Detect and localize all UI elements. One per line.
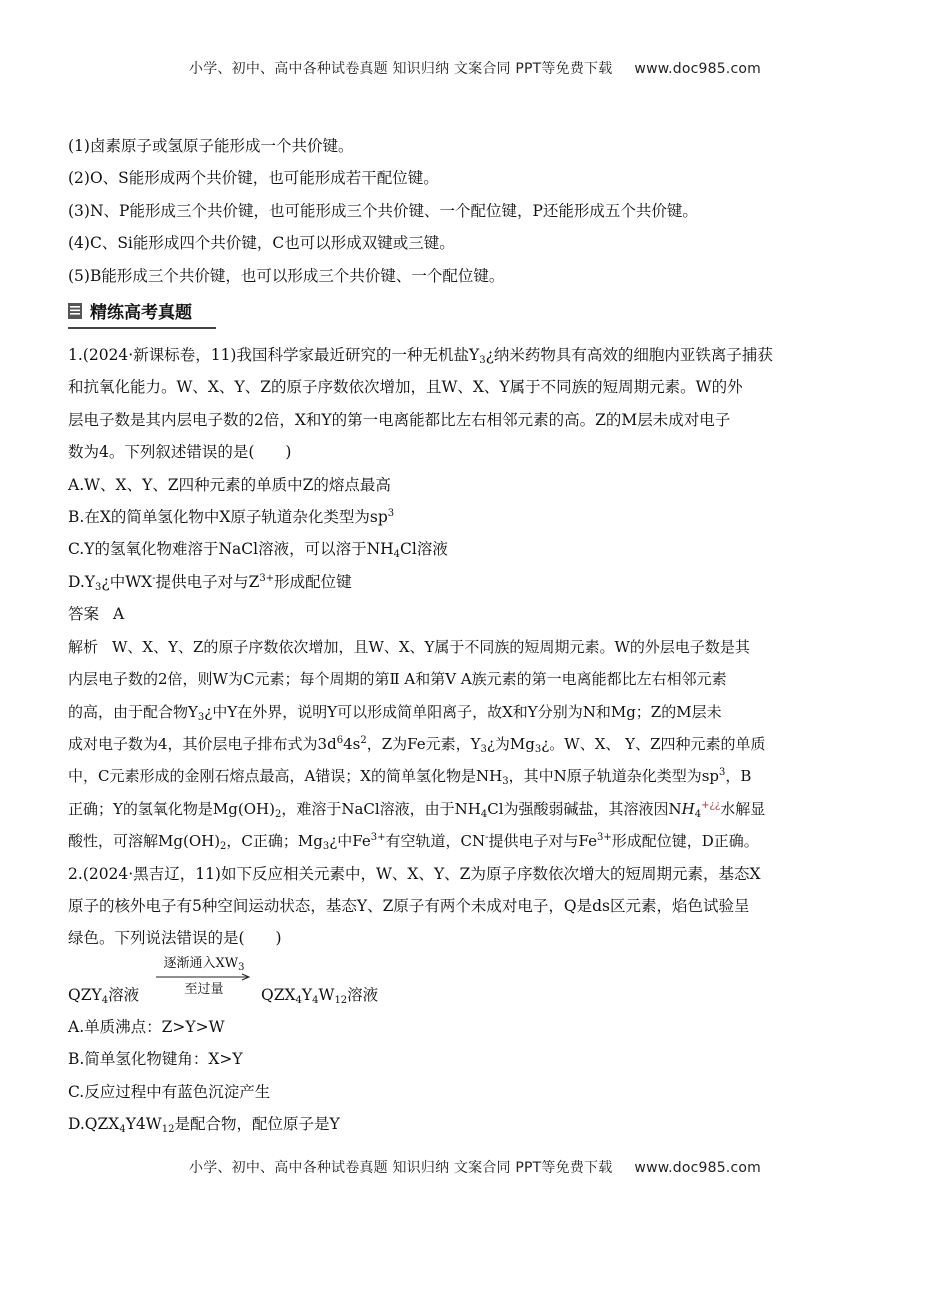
analysis-6b: ，难溶于NaCl溶液，由于NH <box>281 799 481 818</box>
analysis-6hsup: +¿¿ <box>701 799 721 811</box>
reactant-sub: 4 <box>101 994 109 1006</box>
analysis-7d: 有空轨道，CN <box>385 832 486 851</box>
q1-stem-b: ¿纳米药物具有高效的细胞内亚铁离子捕获 <box>485 346 773 365</box>
q1-option-d-text4: 形成配位键 <box>274 572 352 591</box>
analysis-7a: 酸性，可溶解Mg(OH) <box>68 832 221 851</box>
analysis-6h: H <box>681 799 695 818</box>
q1-option-d-sup1: - <box>152 572 156 584</box>
analysis-line3 <box>68 696 888 728</box>
q1-stem-line2: 和抗氧化能力。W、X、Y、Z的原子序数依次增加，且W、X、Y属于不同族的短周期元素。W的外 <box>68 378 743 397</box>
analysis-5b: ，其中N原子轨道杂化类型为sp <box>508 767 720 786</box>
analysis-7sub: 2 <box>220 841 227 853</box>
analysis-7b: ，C正确；Mg <box>226 832 323 851</box>
document-body <box>68 130 888 1140</box>
question-1 <box>68 339 888 858</box>
reaction-arrow <box>156 955 252 999</box>
q1-option-d <box>68 566 888 598</box>
page-footer <box>0 1157 950 1177</box>
reactant-formula: QZY <box>68 985 102 1004</box>
analysis-5c: ，B <box>725 767 752 786</box>
analysis-5a: 中，C元素形成的金刚石熔点最高，A错误；X的简单氢化物是NH <box>68 767 503 786</box>
question-2 <box>68 858 888 1141</box>
q2-option-d-1: D.QZX <box>68 1114 120 1133</box>
q1-stem-line3: 层电子数是其内层电子数的2倍，X和Y的第一电离能都比左右相邻元素的高。Z的M层未成对电子 <box>68 410 731 429</box>
analysis-5sub: 3 <box>502 776 509 788</box>
q1-option-b-text: B.在X的简单氢化物中X原子轨道杂化类型为sp <box>68 508 388 527</box>
product <box>261 983 378 1005</box>
analysis-5sup: 3 <box>719 767 726 779</box>
analysis-6sub: 2 <box>274 808 282 820</box>
product-sub3: 12 <box>334 994 348 1006</box>
reaction-equation <box>68 955 888 1011</box>
rule-3: (3)N、P能形成三个共价键，也可能形成三个共价键、一个配位键，P还能形成五个共价键。 <box>68 201 698 220</box>
product-b: Y <box>301 985 313 1004</box>
header-url[interactable]: www.doc985.com <box>634 61 761 77</box>
q1-analysis <box>68 631 888 858</box>
q2-option-d-3: 是配合物，配位原子是Y <box>174 1114 340 1133</box>
q2-stem-line3: 绿色。下列说法错误的是( ) <box>68 929 282 948</box>
analysis-4c: ，Z为Fe元素，Y <box>366 734 481 753</box>
footer-url[interactable]: www.doc985.com <box>634 1160 761 1176</box>
arrow-icon <box>156 973 252 981</box>
rule-4: (4)C、Si能形成四个共价键，C也可以形成双键或三键。 <box>68 234 455 253</box>
analysis-4sup2: 2 <box>360 734 367 746</box>
footer-text: 小学、初中、高中各种试卷真题 知识归纳 文案合同 PPT等免费下载 <box>189 1160 613 1176</box>
arrow-condition-below: 至过量 <box>184 981 224 997</box>
product-sub2: 4 <box>312 994 319 1006</box>
analysis-4e: ¿。W、X、 Y、Z四种元素的单质 <box>541 734 766 753</box>
rule-1: (1)卤素原子或氢原子能形成一个共价键。 <box>68 137 354 155</box>
q1-option-c-text1: C.Y的氢氧化物难溶于NaCl溶液，可以溶于NH <box>68 540 394 559</box>
analysis-4sub2: 3 <box>534 743 542 755</box>
q1-option-d-sub: 3 <box>95 581 102 593</box>
q1-option-c <box>68 533 888 565</box>
analysis-line6 <box>68 793 888 825</box>
analysis-4b: 4s <box>343 734 361 753</box>
q2-option-a: A.单质沸点：Z>Y>W <box>68 1017 225 1036</box>
analysis-7sub2: 3 <box>322 841 330 853</box>
q2-option-c: C.反应过程中有蓝色沉淀产生 <box>68 1082 271 1101</box>
q2-option-b: B.简单氢化物键角：X>Y <box>68 1050 243 1069</box>
q1-option-a: A.W、X、Y、Z四种元素的单质中Z的熔点最高 <box>68 475 391 494</box>
q1-stem-line1 <box>68 339 888 371</box>
analysis-line2: 内层电子数的2倍，则W为C元素；每个周期的第Ⅱ A和第Ⅴ A族元素的第一电离能都比左右相邻元素 <box>68 670 727 689</box>
q1-option-d-text3: 提供电子对与Z <box>155 572 260 591</box>
analysis-6hsub: 4 <box>694 808 702 820</box>
q2-option-d <box>68 1108 888 1140</box>
product-sub1: 4 <box>295 994 302 1006</box>
analysis-7sup3: 3+ <box>596 832 612 844</box>
rule-2: (2)O、S能形成两个共价键，也可能形成若干配位键。 <box>68 169 439 188</box>
header-text: 小学、初中、高中各种试卷真题 知识归纳 文案合同 PPT等免费下载 <box>189 61 613 77</box>
q1-option-c-text2: Cl溶液 <box>400 540 448 559</box>
answer-label: 答案 <box>68 605 100 624</box>
analysis-4sub: 3 <box>480 743 487 755</box>
analysis-6c: Cl为强酸弱碱盐，其溶液因N <box>487 799 682 818</box>
analysis-7e: 提供电子对与Fe <box>488 832 597 851</box>
analysis-7c: ¿中Fe <box>329 832 371 851</box>
page-header <box>0 58 950 78</box>
q1-option-d-text1: D.Y <box>68 572 96 591</box>
q1-option-d-text2: ¿中WX <box>101 572 153 591</box>
section-heading <box>68 298 216 329</box>
q1-option-b-sup: 3 <box>387 508 395 520</box>
analysis-line1 <box>68 631 888 663</box>
analysis-6sub2: 4 <box>480 808 488 820</box>
analysis-label: 解析 <box>68 637 99 656</box>
analysis-3b: ¿中Y在外界，说明Y可以形成简单阳离子，故X和Y分别为N和Mg；Z的M层未 <box>204 702 722 721</box>
analysis-4d: ¿为Mg <box>486 734 535 753</box>
q2-stem-line2: 原子的核外电子有5种空间运动状态，基态Y、Z原子有两个未成对电子，Q是ds区元素，焰色试验呈 <box>68 896 750 915</box>
analysis-line7 <box>68 825 888 857</box>
product-d: 溶液 <box>347 985 379 1004</box>
product-a: QZX <box>261 985 296 1004</box>
answer-value: A <box>113 605 125 624</box>
q2-option-d-2: Y4W <box>125 1114 162 1133</box>
analysis-7sup2: - <box>485 832 489 844</box>
arrow-above-text: 逐渐通入XW <box>163 955 239 971</box>
analysis-4a: 成对电子数为4，其价层电子排布式为3d <box>68 734 337 753</box>
analysis-line5 <box>68 760 888 792</box>
q1-stem-sub: 3 <box>479 355 486 367</box>
section-title: 精练高考真题 <box>90 303 192 324</box>
q1-answer <box>68 598 888 630</box>
q1-stem-a: 1.(2024·新课标卷，11)我国科学家最近研究的一种无机盐Y <box>68 346 480 365</box>
arrow-above-sub: 3 <box>238 961 245 973</box>
reactant <box>68 983 139 1005</box>
document-icon <box>68 303 82 319</box>
q1-stem-line4: 数为4。下列叙述错误的是( ) <box>68 443 292 462</box>
q2-option-d-sub2: 12 <box>161 1123 175 1135</box>
q2-option-d-sub1: 4 <box>119 1123 126 1135</box>
q2-stem-line1: 2.(2024·黑吉辽，11)如下反应相关元素中，W、X、Y、Z为原子序数依次增大的短周期元素，基态X <box>68 864 761 883</box>
analysis-7f: 形成配位键，D正确。 <box>611 832 759 851</box>
analysis-line4 <box>68 728 888 760</box>
q1-option-c-sub: 4 <box>393 549 401 561</box>
analysis-3sub: 3 <box>197 711 205 723</box>
rule-5: (5)B能形成三个共价键，也可以形成三个共价键、一个配位键。 <box>68 266 505 285</box>
analysis-4sup1: 6 <box>336 734 344 746</box>
arrow-condition-above <box>156 955 252 973</box>
analysis-3a: 的高，由于配合物Y <box>68 702 198 721</box>
reactant-solution: 溶液 <box>108 985 140 1004</box>
analysis-text1: W、X、Y、Z的原子序数依次增加，且W、X、Y属于不同族的短周期元素。W的外层电子数是其 <box>112 637 750 656</box>
analysis-7sup: 3+ <box>370 832 386 844</box>
analysis-6d: 水解显 <box>720 799 766 818</box>
q1-option-d-sup2: 3+ <box>259 572 275 584</box>
q1-option-b <box>68 501 888 533</box>
product-c: W <box>318 985 335 1004</box>
analysis-6a: 正确；Y的氢氧化物是Mg(OH) <box>68 799 275 818</box>
